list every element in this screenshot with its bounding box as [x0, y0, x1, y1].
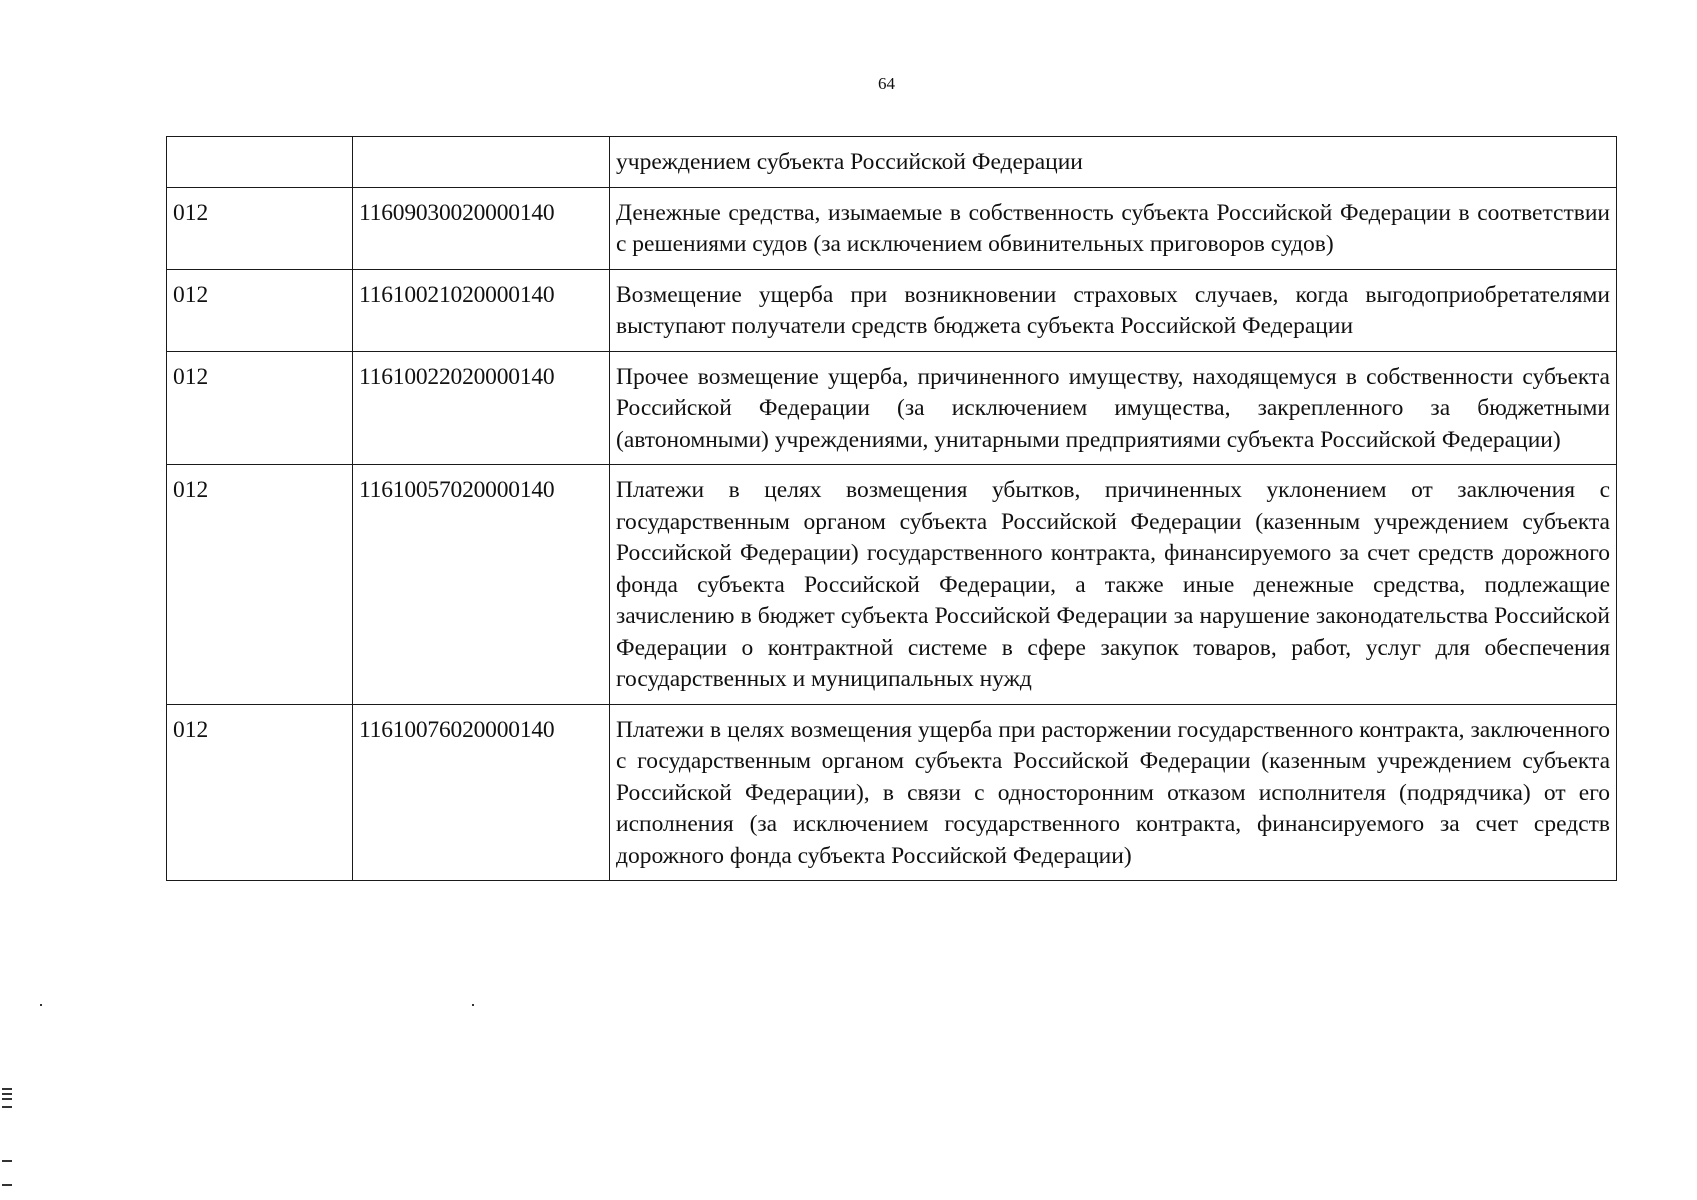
table-row — [167, 351, 1617, 465]
scan-artifact — [2, 1093, 12, 1095]
admin-code-cell: 012 — [167, 269, 353, 351]
budget-revenue-table — [166, 136, 1617, 881]
kbk-code-cell: 11610057020000140 — [353, 465, 610, 705]
scan-artifact — [2, 1098, 12, 1100]
admin-code-cell — [167, 137, 353, 188]
scan-artifact — [2, 1088, 12, 1090]
table-row — [167, 187, 1617, 269]
scan-artifact — [472, 1004, 474, 1006]
kbk-code-cell: 11610021020000140 — [353, 269, 610, 351]
kbk-code-cell — [353, 137, 610, 188]
scan-artifact — [2, 1106, 12, 1108]
kbk-code-cell: 11610076020000140 — [353, 704, 610, 881]
admin-code-cell: 012 — [167, 351, 353, 465]
description-cell: Платежи в целях возмещения убытков, причиненных уклонением от заключения с государственным органом субъекта Российской Федерации (казенным учреждением субъекта Российской Федерации) государственного контракта, финансируемого за счет средств дорожного фонда субъекта Российской Федерации, а также иные денежные средства, подлежащие зачислению в бюджет субъекта Российской Федерации за нарушение законодательства Российской Федерации о контрактной системе в сфере закупок товаров, работ, услуг для обеспечения государственных и муниципальных нужд — [610, 465, 1617, 705]
table-row — [167, 465, 1617, 705]
description-cell: учреждением субъекта Российской Федерации — [610, 137, 1617, 188]
kbk-code-cell: 11609030020000140 — [353, 187, 610, 269]
description-cell: Денежные средства, изымаемые в собственность субъекта Российской Федерации в соответствии с решениями судов (за исключением обвинительных приговоров судов) — [610, 187, 1617, 269]
page-number: 64 — [878, 74, 895, 93]
table-row — [167, 704, 1617, 881]
kbk-code-cell: 11610022020000140 — [353, 351, 610, 465]
admin-code-cell: 012 — [167, 465, 353, 705]
scan-artifact — [40, 1004, 42, 1006]
table-row — [167, 269, 1617, 351]
scan-artifact — [2, 1160, 12, 1162]
description-cell: Возмещение ущерба при возникновении страховых случаев, когда выгодоприобретателями выступают получатели средств бюджета субъекта Российской Федерации — [610, 269, 1617, 351]
admin-code-cell: 012 — [167, 187, 353, 269]
admin-code-cell: 012 — [167, 704, 353, 881]
description-cell: Платежи в целях возмещения ущерба при расторжении государственного контракта, заключенного с государственным органом субъекта Российской Федерации (казенным учреждением субъекта Российской Федерации), в связи с односторонним отказом исполнителя (подрядчика) от его исполнения (за исключением государственного контракта, финансируемого за счет средств дорожного фонда субъекта Российской Федерации) — [610, 704, 1617, 881]
table-row — [167, 137, 1617, 188]
scan-artifact — [2, 1184, 12, 1186]
description-cell: Прочее возмещение ущерба, причиненного имуществу, находящемуся в собственности субъекта Российской Федерации (за исключением имущества, закрепленного за бюджетными (автономными) учреждениями, унитарными предприятиями субъекта Российской Федерации) — [610, 351, 1617, 465]
